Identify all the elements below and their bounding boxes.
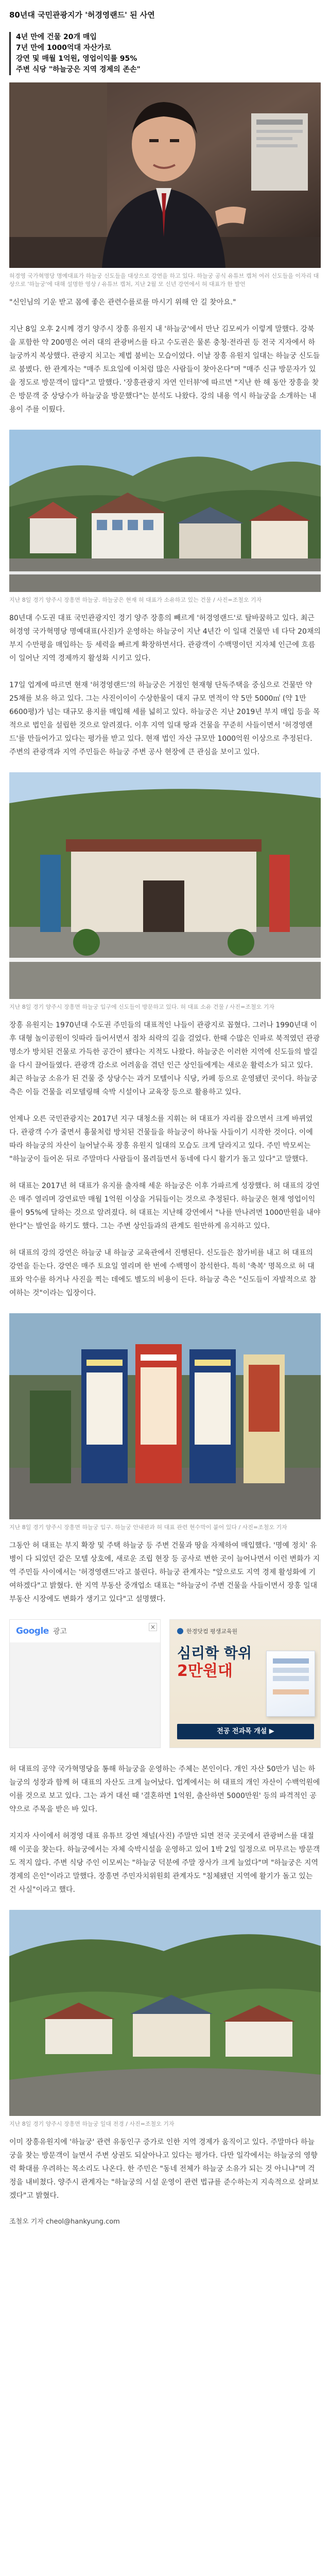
figure-caption: 허경영 국가혁명당 명예대표가 하늘궁 신도들을 대상으로 강연을 하고 있다. 하늘궁 공식 유튜브 캡처 여러 신도들을 이자리 대상으로 '하늘궁'에 대해 설명한 영상 / 유튜브 캡처, 지난 2월 모 신년 강연에서 허 대표가 한 발언 <box>9 273 319 287</box>
article-paragraph: 장흥 유원지는 1970년대 수도권 주민들의 대표적인 나들이 관광지로 꼽혔다. 그러나 1990년대 이후 대형 놀이공원이 잇따라 들어서면서 점차 쇠락의 길을 걸었다. 한때 수많은 인파로 북적였던 관광 명소가 방치된 건물로 가득한 공간이 됐다는 지적도 나왔다. 하늘궁은 이러한 지역에 신도들의 발길을 다시 끌어들였다. 관광객 감소로 어려움을 겪던 인근 상인들에게는 새로운 활력소가 되고 있다. 최근 하늘궁 소유가 된 건물 중 상당수는 과거 모텔이나 식당, 카페 등으로 운영됐던 곳이다. 하늘궁 측은 이들 건물을 리모델링해 숙박 시설이나 교육장 등으로 활용하고 있다. <box>9 1021 320 1096</box>
figure-caption: 지난 8일 경기 양주시 장흥면 하늘궁 일대 전경 / 사진=조철오 기자 <box>9 2121 175 2127</box>
google-ad[interactable] <box>9 1619 161 1748</box>
article-paragraph: "신인님의 기운 받고 몸에 좋은 관련수를로를 마시기 위해 안 길 찾아요." <box>9 298 236 307</box>
article-paragraph: 이미 장흥유원지에 '하늘궁' 관련 유동인구 증가로 인한 지역 경제가 움직이고 있다. 주말마다 하늘궁을 찾는 방문객이 늘면서 주변 상권도 되살아나고 있다는 평가다. 다만 일각에서는 하늘궁의 영향력 확대를 우려하는 목소리도 나온다. 한 주민은 "동네 전체가 하늘궁 소유가 되는 것 아니냐"며 걱정을 내비쳤다. 양주시 관계자는 "하늘궁의 시설 운영이 관련 법규를 준수하는지 지속적으로 살펴보겠다"고 밝혔다. <box>9 2138 319 2200</box>
education-ad[interactable] <box>169 1619 321 1748</box>
ad-price: 2만원대 <box>177 1662 233 1680</box>
article-paragraph: 80년대 수도권 대표 국민관광지인 경기 양주 장흥의 빼르게 '허경영랜드'로 탈바꿈하고 있다. 최근 허경영 국가혁명당 명예대표(사진)가 운영하는 하늘궁이 지난 4년간 이 일대 건물만 네 다닥 20채의 부지 수만평을 매입하는 등 세력을 빠르게 확장하면서다. 관광객이 수백명이던 지자체 인근에 흐름이 일어난 지역 경제까지 활성화 시키고 있다. <box>9 614 321 663</box>
figure-gate <box>9 772 321 1011</box>
photo-haneulgung-banners <box>9 1313 321 1519</box>
google-logo: Google <box>16 1626 49 1636</box>
article-paragraph: 허 대표의 강의 강연은 하늘궁 내 하늘궁 교육관에서 진행된다. 신도들은 참가비를 내고 허 대표의 강연을 듣는다. 강연은 매주 토요일 열리며 한 번에 수백명이 참석한다. 특히 '축복' 명목으로 허 대표와 악수를 하거나 사진을 찍는 데에도 별도의 비용이 든다. 하늘궁 측은 "신도들이 자발적으로 참여하는 것"이라는 입장이다. <box>9 1249 317 1297</box>
figure-banners <box>9 1313 321 1532</box>
ad-headline: 심리학 학위 <box>177 1645 252 1662</box>
article-paragraph: 지지자 사이에서 허경영 대표 유튜브 강연 채널(사진) 주말만 되면 전국 곳곳에서 관광버스를 대절해 이곳을 찾는다. 하늘궁에서는 자체 숙박시설을 운영하고 있어 1박 2일 일정으로 머무르는 방문객도 적지 않다. 주변 식당 주인 이모씨는 "하늘궁 덕분에 주말 장사가 크게 늘었다"며 "하늘궁은 지역 경제의 은인"이라고 말했다. 장흥면 주민자치위원회 관계자도 "침체됐던 지역에 활기가 돌고 있는 건 사실"이라고 했다. <box>9 1832 320 1894</box>
photo-haneulgung-valley <box>9 1910 321 2116</box>
figure-heo <box>9 82 321 289</box>
ad-brand-name: 한경닷컴 평생교육원 <box>186 1628 238 1635</box>
photo-haneulgung-gate <box>9 772 321 999</box>
photo-jangheung-town <box>9 430 321 592</box>
photo-heo-kyung-young <box>9 82 321 268</box>
figure-caption: 지난 8일 경기 양주시 장흥면 하늘궁 입구에 신도들이 방문하고 있다. 허 대표 소유 건물 / 사진=조철오 기자 <box>9 1004 275 1010</box>
figure-valley <box>9 1910 321 2128</box>
summary-line: 주변 식당 "하늘궁은 지역 경제의 존손" <box>16 65 141 74</box>
ad-close-icon[interactable]: × <box>149 1623 157 1631</box>
article-summary <box>9 32 321 75</box>
figure-town <box>9 430 321 604</box>
photo-valley-graphic <box>9 1910 321 2116</box>
photo-heo-graphic <box>9 82 321 268</box>
article-paragraph: 허 대표는 2017년 허 대표가 유지를 출자해 세운 하늘궁은 이후 가파르게 성장했다. 허 대표의 강연은 매주 열리며 강연료만 매월 1억원 이상을 거둬들이는 것으로 추정된다. 하늘궁은 현재 영업이익률이 95%에 달하는 것으로 알려졌다. 허 대표는 지난해 강연에서 "나를 만나려면 1000만원을 내야 한다"는 발언을 하기도 했다. 그는 주변 상인들과의 관계도 원만하게 유지하고 있다. <box>9 1182 321 1230</box>
figure-caption: 지난 8일 경기 양주시 장흥면 하늘궁 입구. 하늘궁 안내판과 허 대표 관련 현수막이 붙어 있다 / 사진=조철오 기자 <box>9 1524 287 1531</box>
summary-line: 강연 및 매월 1억원, 영업이익률 95% <box>16 55 137 63</box>
photo-gate-graphic <box>9 772 321 999</box>
photo-banners-graphic <box>9 1313 321 1519</box>
article-paragraph: 그동안 허 대표는 부지 확장 및 주택 하늘궁 등 주변 건물과 땅을 자제하여 매입했다. '명예 정치' 유병이 다 되었던 같은 모텔 상호에, 새로운 조립 현장 등 공사로 변한 곳이 늘어나면서 이런 변화가 지역 주민들 사이에서는 '허경영랜드'라고 불린다. 하늘궁 관계자는 "앞으로도 지역 경제 활성화에 기여하겠다"고 밝혔다. 한 지역 부동산 중개업소 대표는 "하늘궁이 주변 건물을 사들이면서 장흥 일대 부동산 시장에도 변화가 생기고 있다"고 설명했다. <box>9 1541 320 1603</box>
advertisement-row <box>9 1619 321 1748</box>
ad-brand <box>177 1627 313 1635</box>
photo-town-graphic <box>9 430 321 592</box>
brand-logo-icon <box>177 1628 183 1634</box>
figure-caption: 지난 8일 경기 양주시 장흥면 하늘궁. 하늘궁은 현재 허 대표가 소유하고 있는 건물 / 사진=조철오 기자 <box>9 597 262 603</box>
author-byline: 조철오 기자 cheol@hankyung.com <box>9 2218 120 2226</box>
ad-label: 광고 <box>53 1628 67 1636</box>
article-paragraph: 허 대표의 공약 국가혁명당을 통해 하늘궁을 운영하는 주체는 본인이다. 개인 자산 50만가 넘는 하늘궁의 성장과 함께 허 대표의 자산도 크게 늘어났다. 업계에서는 허 대표의 개인 자산이 수백억원에 이를 것으로 보고 있다. 그는 과거 대선 때 '결혼하면 1억원, 출산하면 5000만원' 등의 파격적인 공약으로 주목을 받은 바 있다. <box>9 1765 320 1814</box>
article-paragraph: 지난 8일 오후 2시께 경기 양주시 장흥 유원지 내 '하늘궁'에서 만난 김모씨가 이렇게 말했다. 강북을 포함한 약 200명은 여러 대의 관광버스를 타고 수도권은 물론 충청·전라권 등 전국 지자에서 하늘궁까지 복상했다. 관광지 치고는 제법 붐비는 모습이었다. 이날 장흥 유원지 일대는 하늘궁 신도들로 붐볐다. 한 관계자는 "매주 토요일에 이처럼 많은 사람들이 찾아온다"며 "매주 신규 방문자가 있을 정도로 방문객이 많다"고 말했다. '장흥관광지 자연 인터뷰'에 따르면 "지난 한 해 동안 장흥을 찾은 방문객 중 상당수가 하늘궁을 방문했다"는 분석도 나왔다. 강의 내용 역시 하늘궁을 소개하는 내용이 주를 이뤘다. <box>9 325 320 414</box>
article-paragraph: 17일 업계에 따르면 현재 '허경영랜드'의 하늘궁은 거점인 현재형 단독주택을 중심으로 건물만 약 25채를 보유 하고 있다. 그는 사진이이이 수상한물이 대지 규모 면적이 약 5만 5000㎡ (약 1만 6600평)가 넘는 대규모 용지를 매입해 세를 넓히고 있다. 하늘궁은 지난 2019년 부지 매입 등을 목적으로 법인을 설립한 것으로 알려졌다. 이후 지역 일대 땅과 건물을 꾸준히 사들이면서 '허경영랜드'를 만들어가고 있다는 평가를 받고 있다. 현재 법인 자산 규모만 1000억원 이상으로 추정된다. 주변의 관광객과 지역 주민들은 하늘궁 주변 공사 현장에 큰 관심을 보이고 있다. <box>9 681 320 756</box>
article-paragraph: 언제나 오른 국민관광지는 2017년 지구 대청소를 지휘는 허 대표가 자리를 잡으면서 크게 바뀌었다. 관광객 수가 줄면서 흉물처럼 방치된 건물들을 하늘궁이 하나둘 사들이기 시작한 것이다. 이에 따라 하늘궁의 자산이 늘어날수록 장흥 유원지 일대의 모습도 크게 달라지고 있다. 주민 박모씨는 "하늘궁이 들어온 뒤로 주말마다 사람들이 몰려들면서 동네에 다시 활기가 돌고 있다"고 말했다. <box>9 1115 313 1163</box>
summary-line: 7년 만에 1000억대 자산가로 <box>16 44 112 52</box>
summary-line: 4년 만에 건물 20개 매입 <box>16 33 97 41</box>
ad-cta-button[interactable]: 전공 전과목 개설 ▶ <box>177 1724 314 1739</box>
textbook-icon <box>266 1651 315 1717</box>
google-ad-header <box>10 1620 160 1642</box>
article-title: 80년대 국민관광지가 '허경영랜드' 된 사연 <box>9 10 155 20</box>
